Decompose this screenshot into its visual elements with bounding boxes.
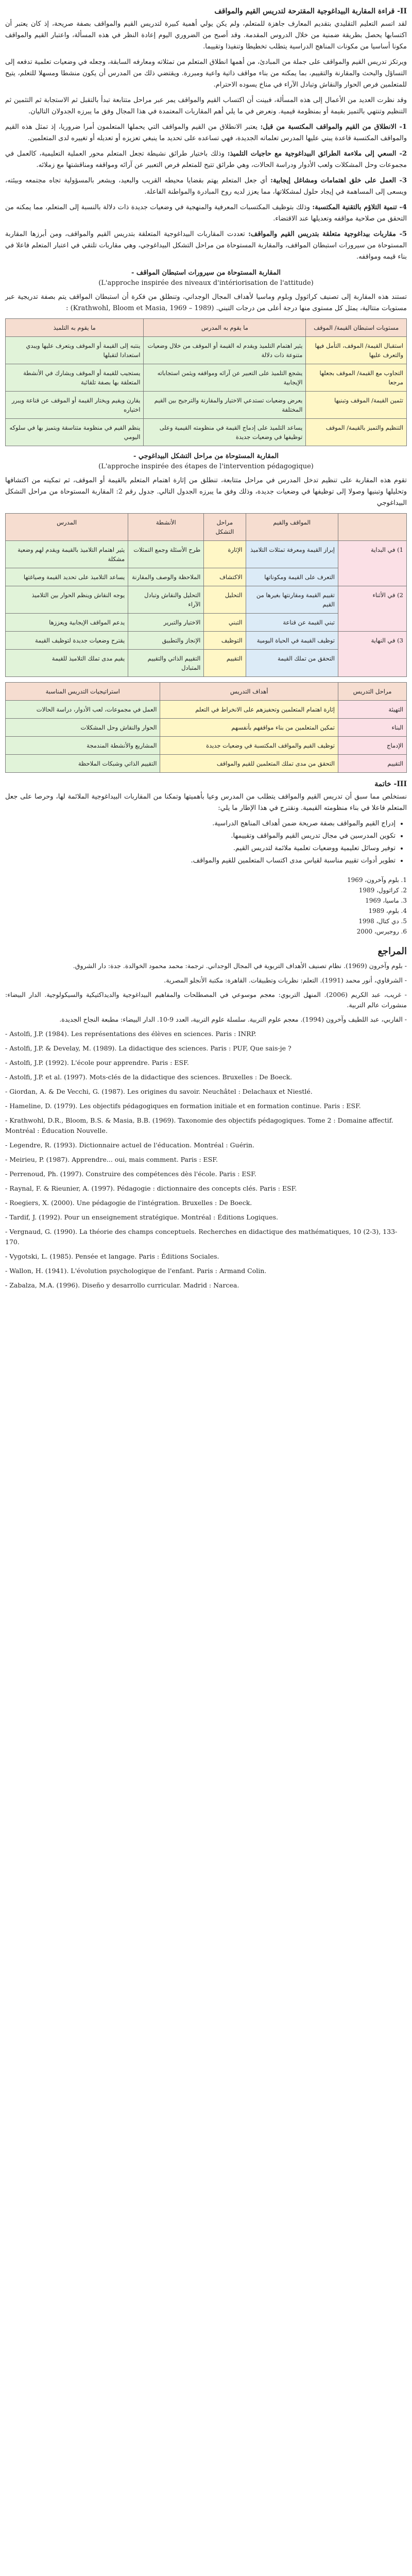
intro-section	[5, 7, 407, 117]
teaching-strategies-table	[5, 682, 407, 773]
section-heading: II- قراءة المقاربة البيداغوجية المقترحة لتدريس القيم والمواقف	[214, 7, 407, 15]
principle-item	[5, 148, 407, 171]
reference-item: - Vygotski, L. (1985). Pensée et langage. Paris : Éditions Sociales.	[5, 1252, 219, 1260]
approach1-caption	[5, 268, 407, 289]
table-cell: يقترح وضعيات جديدة لتوظيف القيمة	[6, 632, 128, 650]
principle-item	[5, 202, 407, 225]
table-cell: يشجع التلميذ على التعبير عن آرائه ومواقفه ويثمن استجاباته الإيجابية	[144, 364, 306, 392]
table-header-cell: الأنشطة	[128, 514, 204, 541]
approach1-intro: تستند هذه المقاربة إلى تصنيف كراثوول وبلوم وماسيا لأهداف المجال الوجداني، وتنطلق من فكرة أن استبطان المواقف يتم بصفة تدريجية عبر مستويات متتالية، يمثل كل مستوى منها درجة أعلى من درجات التبني. (Krathwohl, Bloom et Masia, 1969 – 1989) :	[5, 293, 407, 312]
table-row	[6, 586, 407, 614]
table-cell: التقييم الذاتي والتقييم المتبادل	[128, 650, 204, 677]
table-cell: توظيف القيم والمواقف المكتسبة في وضعيات جديدة	[160, 737, 338, 755]
paragraph: وقد نظرت العديد من الأعمال إلى هذه المسألة، فبينت أن اكتساب القيم والمواقف يمر عبر مراحل متتابعة تبدأ بالتقبل ثم الاستجابة ثم التثمين ثم التنظيم وتنتهي بالتميز بقيمة أو بمنظومة قيمية. ونعرض في ما يلي أهم المقاربات المعتمدة في هذا المجال وفق ما يبرزه الجدولان التاليان.	[5, 96, 407, 115]
reference-item: - Tardif, J. (1992). Pour un enseignement stratégique. Montréal : Éditions Logiques.	[5, 1213, 278, 1221]
table-cell: إبراز القيمة ومعرفة تمثلات التلاميذ	[246, 541, 338, 568]
table-cell: تقييم القيمة ومقارنتها بغيرها من القيم	[246, 586, 338, 614]
table-header-cell	[338, 514, 407, 541]
principle-text: يعتبر الانطلاق من القيم والمواقف التي يحملها المتعلمون أمرا ضروريا، إذ تمثل هذه القيم والمواقف المكتسبة قاعدة يبني عليها المدرس تعلماته الجديدة، فهي تساعده على تحديد ما ينبغي تعزيزه أو تعديله أو تغييره لدى المتعلمين.	[5, 123, 407, 142]
table-cell: العمل في مجموعات، لعب الأدوار، دراسة الحالات	[6, 701, 160, 719]
footnote: 3. ماسيا، 1969	[365, 897, 407, 904]
recommendation-list	[5, 818, 407, 867]
table-header-row	[6, 514, 407, 541]
reference-item: - Legendre, R. (1993). Dictionnaire actuel de l'éducation. Montréal : Guérin.	[5, 1141, 254, 1149]
stage-label: 3) في النهاية	[338, 632, 407, 677]
table-cell: توظيف القيمة في الحياة اليومية	[246, 632, 338, 650]
table-row	[6, 392, 407, 419]
footnote: 5. دي كتال، 1998	[358, 918, 407, 925]
intervention-stages-table	[5, 513, 407, 677]
footnotes	[5, 875, 407, 937]
reference-item: - Meirieu, P. (1987). Apprendre... oui, mais comment. Paris : ESF.	[5, 1156, 218, 1163]
list-item: • تكوين المدرسين في مجال تدريس القيم والمواقف وتقييمها.	[5, 831, 396, 842]
principle-item	[5, 229, 407, 263]
table-cell: التنظيم والتميز بالقيمة/ الموقف	[306, 419, 407, 446]
table-cell: التحليل	[204, 586, 246, 614]
table-cell: تمكين المتعلمين من بناء مواقفهم بأنفسهم	[160, 719, 338, 737]
principle-text: أي جعل المتعلم يهتم بقضايا محيطه القريب والبعيد، ويشعر بالمسؤولية تجاه مجتمعه وبيئته، ويسعى إلى المساهمة في إيجاد حلول لمشكلاتها، مما يعزز لديه روح المبادرة والمواطنة الفاعلة.	[5, 177, 407, 196]
table-cell: يثير اهتمام التلميذ ويقدم له القيمة أو الموقف من خلال وضعيات متنوعة ذات دلالة	[144, 337, 306, 364]
table-header-cell: ما يقوم به المدرس	[144, 319, 306, 337]
principle-heading: 3- العمل على خلق اهتمامات ومشاغل إيجابية:	[270, 177, 407, 184]
table-cell: استقبال القيمة/ الموقف، التأمل فيها والتعرف عليها	[306, 337, 407, 364]
paragraph: نستخلص مما سبق أن تدريس القيم والمواقف يتطلب من المدرس وعيا بأهميتها وتمكنا من المقاربات البيداغوجية الملائمة لها، وحرصا على جعل المتعلم فاعلا في بناء منظومته القيمية. ونقترح في هذا الإطار ما يلي:	[5, 793, 407, 812]
list-item: • تطوير أدوات تقييم مناسبة لقياس مدى اكتساب المتعلمين للقيم والمواقف.	[5, 855, 396, 867]
table-cell: التقييم	[338, 755, 407, 773]
table-row	[6, 719, 407, 737]
footnote: 6. روجيرس، 2000	[356, 928, 407, 935]
table-cell: التعرف على القيمة ومكوناتها	[246, 568, 338, 586]
approach1-title-ar: - المقاربة المستوحاة من سيرورات استبطان المواقف	[131, 269, 281, 277]
approach2-intro: تقوم هذه المقاربة على تنظيم تدخل المدرس في مراحل متتابعة، تنطلق من إثارة اهتمام المتعلم بالقيمة أو الموقف، ثم تمكينه من اكتشافها وتحليلها وتبنيها وصولا إلى توظيفها في وضعيات جديدة، وذلك وفق ما يبرزه الجدول التالي. جدول رقم 2: المقاربة المستوحاة من مراحل التشكل البيداغوجي	[5, 477, 407, 507]
approach1-title-fr: (L'approche inspirée des niveaux d'intériorisation de l'attitude)	[98, 279, 314, 287]
table-cell: البناء	[338, 719, 407, 737]
reference-item: - Astolfi, J.P. & Develay, M. (1989). La didactique des sciences. Paris : PUF, Que sais-je ?	[5, 1044, 291, 1052]
table-cell: التبني	[204, 614, 246, 632]
table-cell: يوجه النقاش وينظم الحوار بين التلاميذ	[6, 586, 128, 614]
table-header-cell: مراحل التشكل	[204, 514, 246, 541]
article-page	[5, 7, 407, 1291]
reference-item: - Astolfi, J.P. (1984). Les représentations des élèves en sciences. Paris : INRP.	[5, 1030, 256, 1038]
principles-section	[5, 122, 407, 263]
table-header-row	[6, 319, 407, 337]
reference-item: - غريب، عبد الكريم (2006). المنهل التربوي: معجم موسوعي في المصطلحات والمفاهيم البيداغوجية والديداكتيكية والسيكولوجية. الدار البيضاء: منشورات عالم التربية.	[5, 991, 407, 1009]
table-header-cell: المدرس	[6, 514, 128, 541]
footnote: 1. بلوم وآخرون، 1969	[347, 876, 407, 884]
table-cell: الملاحظة والوصف والمقارنة	[128, 568, 204, 586]
table-row	[6, 337, 407, 364]
references-section	[5, 946, 407, 1291]
reference-item: - Astolfi, J.P. (1992). L'école pour apprendre. Paris : ESF.	[5, 1059, 189, 1066]
table-header-row	[6, 683, 407, 701]
section-heading: III- خاتمة	[374, 780, 407, 788]
table-cell: يعرض وضعيات تستدعي الاختيار والمقارنة والترجيح بين القيم المختلفة	[144, 392, 306, 419]
table-cell: التقييم الذاتي وشبكات الملاحظة	[6, 755, 160, 773]
table-cell: ينتبه إلى القيمة أو الموقف ويتعرف عليها ويبدي استعدادا لتقبلها	[6, 337, 144, 364]
table-cell: التحليل والنقاش وتبادل الآراء	[128, 586, 204, 614]
table-cell: ينظم القيم في منظومة متناسقة ويتميز بها في سلوكه اليومي	[6, 419, 144, 446]
table-row	[6, 364, 407, 392]
approach2-caption	[5, 451, 407, 472]
paragraph: ويرتكز تدريس القيم والمواقف على جملة من المبادئ، من أهمها انطلاق المتعلم من تمثلاته ومعارفه السابقة، وجعله في وضعيات تعلمية تدفعه إلى التساؤل والبحث والمقارنة والتقييم، بما يمكنه من بناء مواقف ذاتية واعية ومبررة. ويقتضي ذلك من المدرس أن يكون منشطا ومسهلا للتعلم، يتيح للمتعلمين فرص الحوار والنقاش وتبادل الآراء في مناخ يسوده الاحترام.	[5, 58, 407, 89]
principle-item	[5, 122, 407, 144]
table-cell: طرح الأسئلة وجمع التمثلات	[128, 541, 204, 568]
principle-text: تعددت المقاربات البيداغوجية المتعلقة بتدريس القيم والمواقف، ومن أبرزها المقاربة المستوحاة من سيرورات استبطان المواقف، والمقاربة المستوحاة من مراحل التشكل البيداغوجي، وهي مقاربات تلتقي في اعتبار المتعلم فاعلا في بناء قيمه ومواقفه.	[5, 230, 407, 261]
table-cell: الإنجاز والتطبيق	[128, 632, 204, 650]
table-cell: التقييم	[204, 650, 246, 677]
reference-item: - Perrenoud, Ph. (1997). Construire des compétences dès l'école. Paris : ESF.	[5, 1170, 256, 1178]
table-cell: الإدماج	[338, 737, 407, 755]
internalization-levels-table	[5, 318, 407, 446]
table-row	[6, 632, 407, 650]
principle-text: وذلك بتوظيف المكتسبات المعرفية والمنهجية في وضعيات جديدة ذات دلالة بالنسبة إلى المتعلم، مما يمكنه من التحقق من صلاحية مواقفه وتعديلها عند الاقتضاء.	[5, 204, 407, 223]
reference-item: - Astolfi, J.P. et al. (1997). Mots-clés de la didactique des sciences. Bruxelles : De Boeck.	[5, 1073, 293, 1081]
footnote: 2. كراثوول، 1989	[358, 887, 407, 894]
table-cell: التحقق من مدى تملك المتعلمين للقيم والمواقف	[160, 755, 338, 773]
table-row	[6, 701, 407, 719]
principle-item	[5, 175, 407, 198]
reference-item: - Roegiers, X. (2000). Une pédagogie de l'intégration. Bruxelles : De Boeck.	[5, 1199, 252, 1207]
approach2-title-fr: (L'approche inspirée des étapes de l'intervention pédagogique)	[98, 463, 314, 470]
approach2-title-ar: - المقاربة المستوحاة من مراحل التشكل البيداغوجي	[133, 452, 279, 460]
table-cell: الإثارة	[204, 541, 246, 568]
list-item: • إدراج القيم والمواقف بصفة صريحة ضمن أهداف المناهج الدراسية.	[5, 818, 396, 829]
table-header-cell: أهداف التدريس	[160, 683, 338, 701]
table-cell: التوظيف	[204, 632, 246, 650]
reference-item: - Raynal, F. & Rieunier, A. (1997). Pédagogie : dictionnaire des concepts clés. Paris : ESF.	[5, 1184, 297, 1192]
table-cell: الاكتشاف	[204, 568, 246, 586]
principle-heading: 5- مقاربات بيداغوجية متعلقة بتدريس القيم والمواقف:	[248, 230, 407, 238]
table-row	[6, 541, 407, 568]
principle-heading: 2- السعي إلى ملاءمة الطرائق البيداغوجية مع حاجيات التلميذ:	[227, 150, 407, 158]
table-cell: يقارن ويقيم ويختار القيمة أو الموقف عن قناعة ويبرر اختياره	[6, 392, 144, 419]
table-cell: يساعد التلميذ على إدماج القيمة في منظومته القيمية وعلى توظيفها في وضعيات جديدة	[144, 419, 306, 446]
table-cell: يثير اهتمام التلاميذ بالقيمة ويقدم لهم وضعية مشكلة	[6, 541, 128, 568]
table-cell: المشاريع والأنشطة المندمجة	[6, 737, 160, 755]
stage-label: 1) في البداية	[338, 541, 407, 586]
list-item: • توفير وسائل تعليمية ووضعيات تعلمية ملائمة لتدريس القيم.	[5, 843, 396, 854]
reference-item: - بلوم وآخرون (1969). نظام تصنيف الأهداف التربوية في المجال الوجداني. ترجمة: محمد محمود الخوالدة. جدة: دار الشروق.	[73, 962, 407, 970]
principle-heading: 4- تنمية التلاؤم بالتقنية المكتسبة:	[312, 204, 407, 211]
reference-item: - Wallon, H. (1941). L'évolution psychologique de l'enfant. Paris : Armand Colin.	[5, 1267, 267, 1275]
table-cell: الحوار والنقاش وحل المشكلات	[6, 719, 160, 737]
reference-item: - الفاربي، عبد اللطيف وآخرون (1994). معجم علوم التربية. سلسلة علوم التربية، العدد 9-10. الدار البيضاء: مطبعة النجاح الجديدة.	[59, 1015, 407, 1023]
table-header-cell: مستويات استبطان القيمة/ الموقف	[306, 319, 407, 337]
conclusion-section	[5, 780, 407, 867]
table-cell: التحقق من تملك القيمة	[246, 650, 338, 677]
principle-heading: 1- الانطلاق من القيم والمواقف المكتسبة من قبل:	[260, 123, 407, 131]
table-cell: إثارة اهتمام المتعلمين وتحفيزهم على الانخراط في التعلم	[160, 701, 338, 719]
table-cell: التجاوب مع القيمة/ الموقف بجعلها مرجعا	[306, 364, 407, 392]
reference-item: - Krathwohl, D.R., Bloom, B.S. & Masia, B.B. (1969). Taxonomie des objectifs pédagogiques. Tome 2 : Domaine affectif. Montréal : Éducation Nouvelle.	[5, 1116, 393, 1134]
table-header-cell: استراتيجيات التدريس المناسبة	[6, 683, 160, 701]
paragraph: لقد اتسم التعليم التقليدي بتقديم المعارف جاهزة للمتعلم، ولم يكن يولي أهمية كبيرة لتدريس القيم والمواقف بصفة صريحة، إذ كان يعتبر أن اكتسابها يحصل بطريقة ضمنية من خلال الدروس المقدمة. وقد أصبح من الضروري اليوم إعادة النظر في هذه المسألة، واعتبار القيم والمواقف مكونا أساسيا من مكونات المناهج الدراسية يتطلب تخطيطا وتنفيذا وتقييما.	[5, 20, 407, 50]
stage-label: 2) في الأثناء	[338, 586, 407, 632]
table-row	[6, 737, 407, 755]
table-row	[6, 755, 407, 773]
reference-item: - الشرقاوي، أنور محمد (1991). التعلم: نظريات وتطبيقات. القاهرة: مكتبة الأنجلو المصرية.	[164, 976, 407, 984]
table-cell: يستجيب للقيمة أو الموقف ويشارك في الأنشطة المتعلقة بها بصفة تلقائية	[6, 364, 144, 392]
table-cell: يدعم المواقف الإيجابية ويعززها	[6, 614, 128, 632]
reference-item: - Zabalza, M.A. (1996). Diseño y desarrollo curricular. Madrid : Narcea.	[5, 1281, 239, 1289]
table-cell: تثمين القيمة/ الموقف وتبنيها	[306, 392, 407, 419]
table-cell: التهيئة	[338, 701, 407, 719]
references-title: المراجع	[377, 946, 407, 957]
reference-item: - Giordan, A. & De Vecchi, G. (1987). Les origines du savoir. Neuchâtel : Delachaux et Niestlé.	[5, 1088, 313, 1095]
reference-item: - Hameline, D. (1979). Les objectifs pédagogiques en formation initiale et en formation continue. Paris : ESF.	[5, 1102, 361, 1110]
table-row	[6, 419, 407, 446]
table-header-cell: المواقف والقيم	[246, 514, 338, 541]
table-cell: الاختيار والتبرير	[128, 614, 204, 632]
principle-text: وذلك باختيار طرائق نشيطة تجعل المتعلم محور العملية التعليمية، كالعمل في مجموعات وحل المشكلات ولعب الأدوار ودراسة الحالات، وهي طرائق تتيح للمتعلم فرص التعبير عن آرائه ومواقفه ومناقشتها مع زملائه.	[5, 150, 407, 169]
footnote: 4. بلوم، 1989	[368, 907, 407, 914]
table-cell: يساعد التلاميذ على تحديد القيمة وصياغتها	[6, 568, 128, 586]
table-cell: تبني القيمة عن قناعة	[246, 614, 338, 632]
table-header-cell: مراحل التدريس	[338, 683, 407, 701]
table-cell: يقيم مدى تملك التلاميذ للقيمة	[6, 650, 128, 677]
table-header-cell: ما يقوم به التلميذ	[6, 319, 144, 337]
reference-item: - Vergnaud, G. (1990). La théorie des champs conceptuels. Recherches en didactique des mathématiques, 10 (2-3), 133-170.	[5, 1228, 398, 1246]
